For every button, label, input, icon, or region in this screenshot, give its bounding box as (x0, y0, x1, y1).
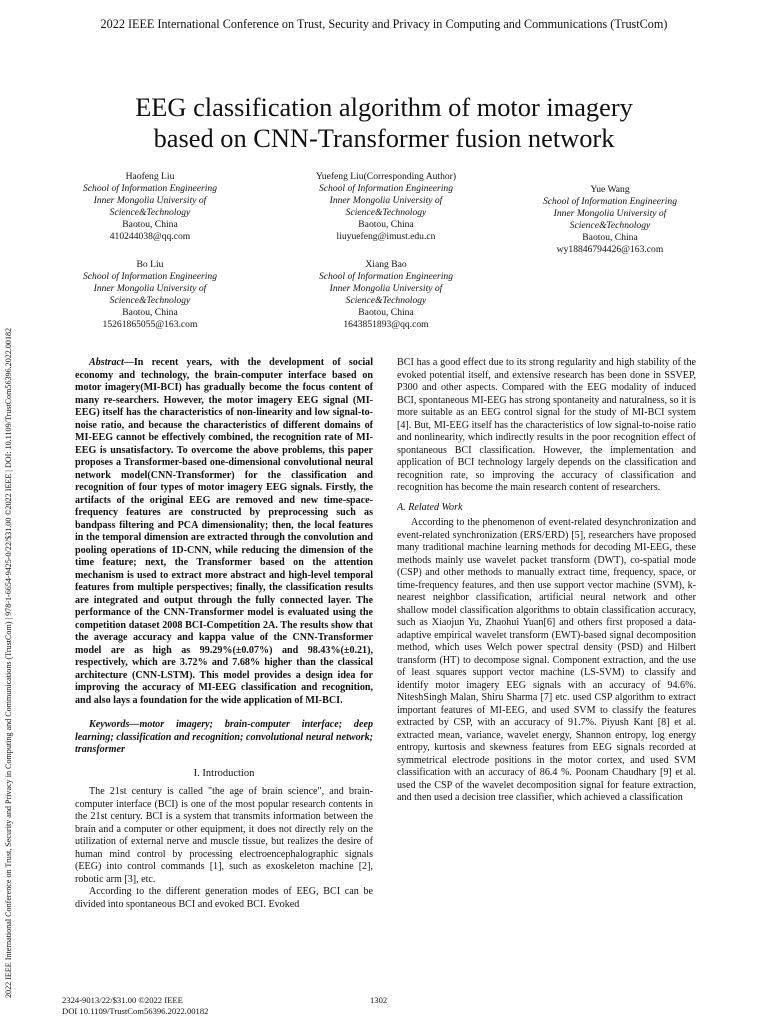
author-affiliation: School of Information Engineering (82, 183, 218, 194)
keywords (75, 719, 373, 757)
author-affiliation: Inner Mongolia University of (329, 283, 443, 294)
title-line-2: based on CNN-Transformer fusion network (153, 123, 615, 153)
author-email: wy18846794426@163.com (556, 244, 664, 255)
author-email: 1643851893@qq.com (343, 319, 429, 330)
author-city: Baotou, China (122, 219, 178, 230)
author-affiliation: School of Information Engineering (542, 196, 678, 207)
keywords-label: Keywords (89, 719, 130, 730)
subsection-heading: A. Related Work (397, 501, 463, 513)
abstract (75, 357, 373, 707)
author-name: Yue Wang (590, 184, 630, 195)
author-city: Baotou, China (358, 219, 414, 230)
author-affiliation: Science&Technology (345, 295, 427, 306)
author-block (70, 259, 230, 331)
author-name: Bo Liu (136, 259, 164, 270)
author-block (286, 171, 486, 243)
footer-copyright (62, 995, 208, 1016)
author-affiliation: Inner Mongolia University of (93, 195, 207, 206)
author-block (520, 184, 700, 256)
abstract-label: Abstract (89, 357, 124, 368)
author-block (70, 171, 230, 243)
author-affiliation: School of Information Engineering (318, 183, 454, 194)
author-affiliation: Inner Mongolia University of (93, 283, 207, 294)
author-affiliation: Inner Mongolia University of (553, 208, 667, 219)
author-affiliation: School of Information Engineering (82, 271, 218, 282)
title-line-1: EEG classification algorithm of motor imagery (135, 92, 633, 122)
author-name: Xiang Bao (365, 259, 407, 270)
author-block (286, 259, 486, 331)
author-name: Haofeng Liu (125, 171, 175, 182)
author-email: 410244038@qq.com (109, 231, 191, 242)
left-column (75, 357, 373, 911)
paragraph: BCI has a good effect due to its strong regularity and high stability of the evoked potential itself, and extensive research has been done in SSVEP, P300 and other aspects. Compared with the EEG modality of induced BCI, spontaneous MI-EEG has strong spontaneity and naturalness, so it is more suitable as an EEG control signal for the study of MI-BCI system [4]. But, MI-EEG itself has the characteristics of low signal-to-noise ratio and nonlinearity, which indirectly results in the poor recognition effect of spontaneous BCI classification. However, the implementation and application of BCI technology largely depends on the classification and recognition rate, so improving the accuracy of classification and recognition has become the main research content of researchers. (397, 357, 696, 493)
side-doi-strip: 2022 IEEE International Conference on Trust, Security and Privacy in Computing and Communications (TrustCom) | 978-1-6654-9425-0/22/$31.00 ©2022 IEEE | DOI: 10.1109/TrustCom56396.2022.00182 (4, 327, 13, 998)
conference-header: 2022 IEEE International Conference on Trust, Security and Privacy in Computing and Communications (TrustCom) (100, 17, 668, 31)
author-email: liuyuefeng@imust.edu.cn (336, 231, 436, 242)
author-city: Baotou, China (582, 232, 638, 243)
keywords-text: —motor imagery; brain-computer interface; deep learning; classification and recognition; convolutional neural network; transformer (75, 719, 373, 755)
author-affiliation: Science&Technology (345, 207, 427, 218)
author-affiliation: Science&Technology (109, 295, 191, 306)
footer-doi: DOI 10.1109/TrustCom56396.2022.00182 (62, 1005, 209, 1016)
author-affiliation: Inner Mongolia University of (329, 195, 443, 206)
paper-title (60, 92, 708, 154)
author-affiliation: School of Information Engineering (318, 271, 454, 282)
abstract-text: —In recent years, with the development of social economy and technology, the brain-computer interface based on motor imagery(MI-BCI) has gradually become the focus content of many re-searchers. However, the motor imagery EEG signal (MI-EEG) itself has the characteristics of non-linearity and low signal-to-noise ratio, and because the characteristics of different domains of MI-EEG cannot be effectively combined, the recognition rate of MI-EEG is unsatisfactory. To overcome the above problems, this paper proposes a Transformer-based one-dimensional convolutional neural network model(CNN-Transformer) for the classification and recognition of four types of motor imagery EEG signals. Firstly, the artifacts of the original EEG are removed and new time-space-frequency features are constructed by preprocessing such as bandpass filtering and PCA dimensionality; then, the local features in the temporal dimension are extracted through the convolution and pooling operations of 1D-CNN, while reducing the dimension of the time feature; next, the Transformer based on the attention mechanism is used to extract more abstract and high-level temporal features from multiple perspectives; finally, the classification results are integrated and output through the fully connected layer. The performance of the CNN-Transformer model is evaluated using the competition dataset 2008 BCI-Competition 2A. The results show that the average accuracy and kappa value of the CNN-Transformer model are as high as 99.29%(±0.07%) and 98.43%(±0.21), respectively, which are 3.72% and 7.68% higher than the classical architecture (CNN-LSTM). This model provides a design idea for improving the accuracy of MI-EEG classification and recognition, and also lays a foundation for the wide application of MI-BCI. (75, 357, 373, 706)
section-heading: I. Introduction (193, 767, 255, 779)
author-email: 15261865055@163.com (102, 319, 198, 330)
author-city: Baotou, China (122, 307, 178, 318)
right-column (397, 357, 696, 805)
author-city: Baotou, China (358, 307, 414, 318)
author-affiliation: Science&Technology (109, 207, 191, 218)
paragraph: The 21st century is called "the age of brain science", and brain-computer interface (BCI) is one of the most popular research contents in the 21st century. BCI is a system that transmits information between the brain and a computer or other equipment, it does not directly rely on the utilization of external nerve and muscle tissue, but realizes the desire of human mind control by processing electroencephalographic signals (EEG) into control commands [1], such as exoskeleton machine [2], robotic arm [3], etc. (75, 786, 373, 885)
paragraph: According to the phenomenon of event-related desynchronization and event-related synchronization (ERS/ERD) [5], researchers have proposed many traditional machine learning methods for decoding MI-EEG, these methods mainly use wavelet packet transform (DWT), co-spatial mode (CSP) and other methods to manually extract time, frequency, space, or time-frequency features, and then use support vector machine (SVM), k-nearest neighbor classification, artificial neural network and other shallow model classification algorithms to obtain classification accuracy, such as Xiaojun Yu, Zhaohui Yuan[6] and others first proposed a data-adaptive empirical wavelet transform (EWT)-based signal decomposition method, which uses Welch power spectral density (PSD) and Hilbert transform (HT) to decompose signal. Component extraction, and the use of least squares support vector machine (LS-SVM) to classify and identify motor imagery EEG signals with an accuracy of 94.6%. NiteshSingh Malan, Shiru Sharma [7] etc. used CSP algorithm to extract important features of MI-EEG, and used SVM to classify the features extracted by CSP, with an accuracy of 91.7%. Piyush Kant [8] et al. extracted mean, variance, wavelet energy, Shannon entropy, log energy entropy, kurtosis and skewness features from EEG signals recorded at symmetrical electrode positions in the motor cortex, and used SVM classification with an accuracy of 86.4 %. Poonam Chaudhary [9] et al. used the CSP of the wavelet decomposition signal for feature extraction, and then used a decision tree classifier, which achieved a classification (397, 517, 696, 803)
author-affiliation: Science&Technology (569, 220, 651, 231)
page-number: 1302 (370, 995, 388, 1005)
author-name: Yuefeng Liu(Corresponding Author) (315, 171, 457, 182)
footer-issn: 2324-9013/22/$31.00 ©2022 IEEE (62, 995, 183, 1005)
paragraph: According to the different generation modes of EEG, BCI can be divided into spontaneous BCI and evoked BCI. Evoked (75, 886, 373, 910)
